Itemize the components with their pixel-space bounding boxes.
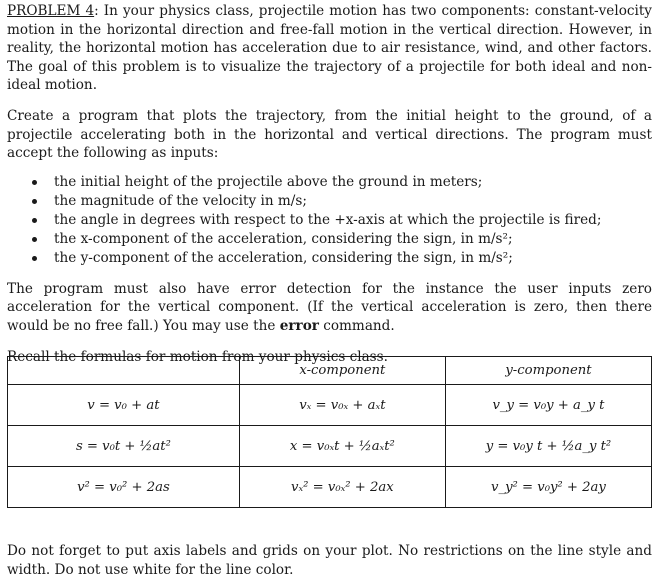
formula-displacement-x: x = v₀ₓt + ½aₓt² xyxy=(239,426,445,467)
list-item: the y-component of the acceleration, considering the sign, in m/s²; xyxy=(7,249,652,268)
error-keyword: error xyxy=(279,317,319,334)
table-header-row xyxy=(8,357,652,385)
create-paragraph: Create a program that plots the trajectory, from the initial height to the ground, of a projectile accelerating both in the horizontal and vertical directions. The program must accept the following as inputs: xyxy=(7,107,652,162)
header-y-component: y-component xyxy=(445,357,651,385)
list-item: the angle in degrees with respect to the +x-axis at which the projectile is fired; xyxy=(7,211,652,230)
table-row xyxy=(8,467,652,508)
formula-velocity-general: v = v₀ + at xyxy=(8,385,240,426)
formulas-table xyxy=(7,356,652,508)
formula-velocity-y: v_y = v₀y + a_y t xyxy=(445,385,651,426)
inputs-list xyxy=(7,173,652,268)
error-text-before: The program must also have error detection for the instance the user inputs zero acceleration for the vertical component. (If the vertical acceleration is zero, then there would be no free fall.) You may use the xyxy=(7,280,652,334)
formula-velocity-squared-x: vₓ² = v₀ₓ² + 2ax xyxy=(239,467,445,508)
intro-paragraph xyxy=(7,2,652,95)
problem-label: PROBLEM 4 xyxy=(7,3,95,19)
error-text-after: command. xyxy=(318,317,395,334)
footer-paragraph: Do not forget to put axis labels and grids on your plot. No restrictions on the line style and width. Do not use white for the line color. xyxy=(7,543,652,578)
header-cell-empty xyxy=(8,357,240,385)
formula-velocity-squared-y: v_y² = v₀y² + 2ay xyxy=(445,467,651,508)
error-paragraph xyxy=(7,280,652,336)
table-row xyxy=(8,385,652,426)
intro-text: : In your physics class, projectile motion has two components: constant-velocity motion in the horizontal direction and free-fall motion in the vertical direction. However, in reality, the horizontal motion has acceleration due to air resistance, wind, and other factors. The goal of this problem is to visualize the trajectory of a projectile for both ideal and non-ideal motion. xyxy=(7,3,652,94)
list-item: the initial height of the projectile above the ground in meters; xyxy=(7,173,652,192)
problem-document xyxy=(7,2,652,366)
formula-displacement-y: y = v₀y t + ½a_y t² xyxy=(445,426,651,467)
list-item: the magnitude of the velocity in m/s; xyxy=(7,192,652,211)
formula-displacement-general: s = v₀t + ½at² xyxy=(8,426,240,467)
header-x-component: x-component xyxy=(239,357,445,385)
formula-velocity-squared-general: v² = v₀² + 2as xyxy=(8,467,240,508)
list-item: the x-component of the acceleration, considering the sign, in m/s²; xyxy=(7,230,652,249)
table-row xyxy=(8,426,652,467)
recall-paragraph: Recall the formulas for motion from your physics class. xyxy=(7,348,388,365)
formula-velocity-x: vₓ = v₀ₓ + aₓt xyxy=(239,385,445,426)
